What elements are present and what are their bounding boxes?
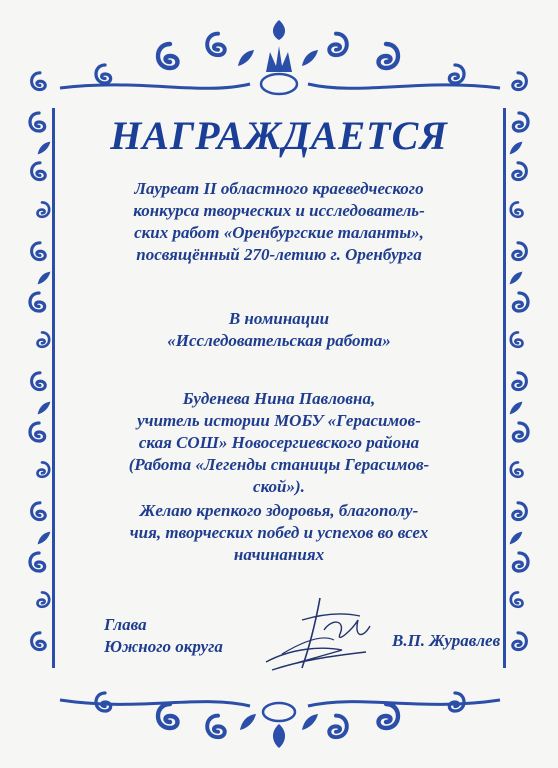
wishes-line: Желаю крепкого здоровья, благополу- [139,501,419,520]
recipient-line: (Работа «Легенды станицы Герасимов- [128,455,430,474]
wishes-line: начинаниях [233,545,325,564]
laureate-line: посвящённый 270-летию г. Оренбурга [136,245,422,264]
recipient-line: учитель истории МОБУ «Герасимов- [137,411,421,430]
handwritten-signature [262,590,380,680]
laureate-line: конкурса творческих и исследователь- [133,201,425,220]
laureate-line: ских работ «Оренбургские таланты», [134,223,424,242]
bottom-ornament [60,693,500,748]
award-heading: НАГРАЖДАЕТСЯ [110,113,448,158]
nomination-label: В номинации [228,309,330,328]
signatory-name: В.П. Журавлев [392,631,501,650]
left-border-ornament [30,73,55,668]
signatory-position: Глава [104,615,147,634]
right-border-ornament [503,73,528,668]
top-ornament [60,20,500,94]
wishes-line: чия, творческих побед и успехов во всех [129,523,429,542]
recipient-line: ской»). [253,477,305,496]
signatory-position: Южного округа [104,637,223,656]
nomination-title: «Исследовательская работа» [167,331,391,350]
recipient-line: ская СОШ» Новосергиевского района [138,433,420,452]
recipient-name: Буденева Нина Павловна, [182,389,376,408]
laureate-line: Лауреат II областного краеведческого [134,179,424,198]
